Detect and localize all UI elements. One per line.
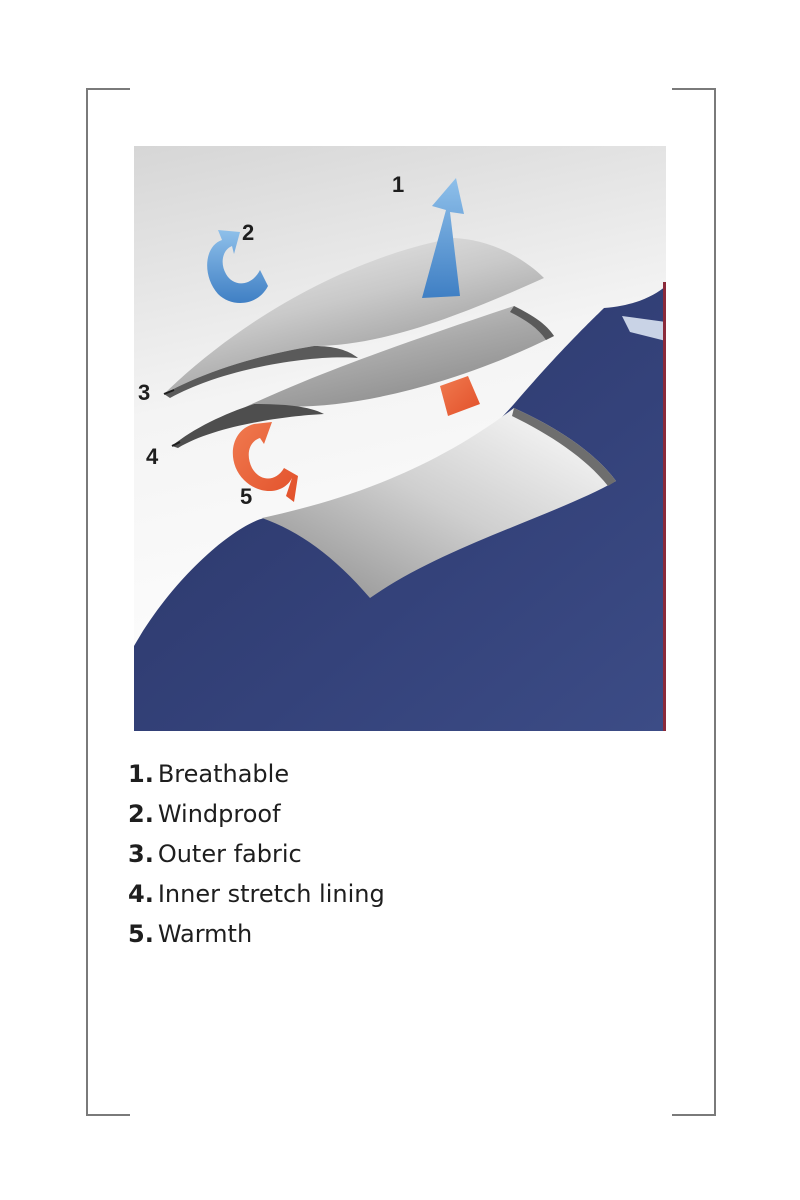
legend-text: Warmth xyxy=(157,920,253,948)
legend-number: 4. xyxy=(128,880,154,908)
callout-4: 4 xyxy=(146,444,159,469)
callout-1: 1 xyxy=(392,172,405,197)
legend-item-outer-fabric xyxy=(128,836,385,876)
frame-bracket-right xyxy=(672,88,716,1116)
legend-item-breathable xyxy=(128,756,385,796)
edge-stripe xyxy=(663,282,666,731)
legend-text: Windproof xyxy=(157,800,281,828)
legend-item-windproof xyxy=(128,796,385,836)
feature-legend xyxy=(128,756,385,956)
callout-2: 2 xyxy=(242,220,255,245)
legend-item-warmth xyxy=(128,916,385,956)
legend-text: Inner stretch lining xyxy=(157,880,385,908)
legend-text: Breathable xyxy=(157,760,290,788)
legend-text: Outer fabric xyxy=(157,840,302,868)
legend-number: 1. xyxy=(128,760,154,788)
callout-3: 3 xyxy=(138,380,151,405)
frame-bracket-left xyxy=(86,88,130,1116)
legend-number: 2. xyxy=(128,800,154,828)
legend-item-inner-stretch-lining xyxy=(128,876,385,916)
layers-diagram-svg xyxy=(134,146,666,731)
callout-5: 5 xyxy=(240,484,253,509)
fabric-layers-illustration xyxy=(134,146,666,731)
legend-number: 5. xyxy=(128,920,154,948)
legend-number: 3. xyxy=(128,840,154,868)
